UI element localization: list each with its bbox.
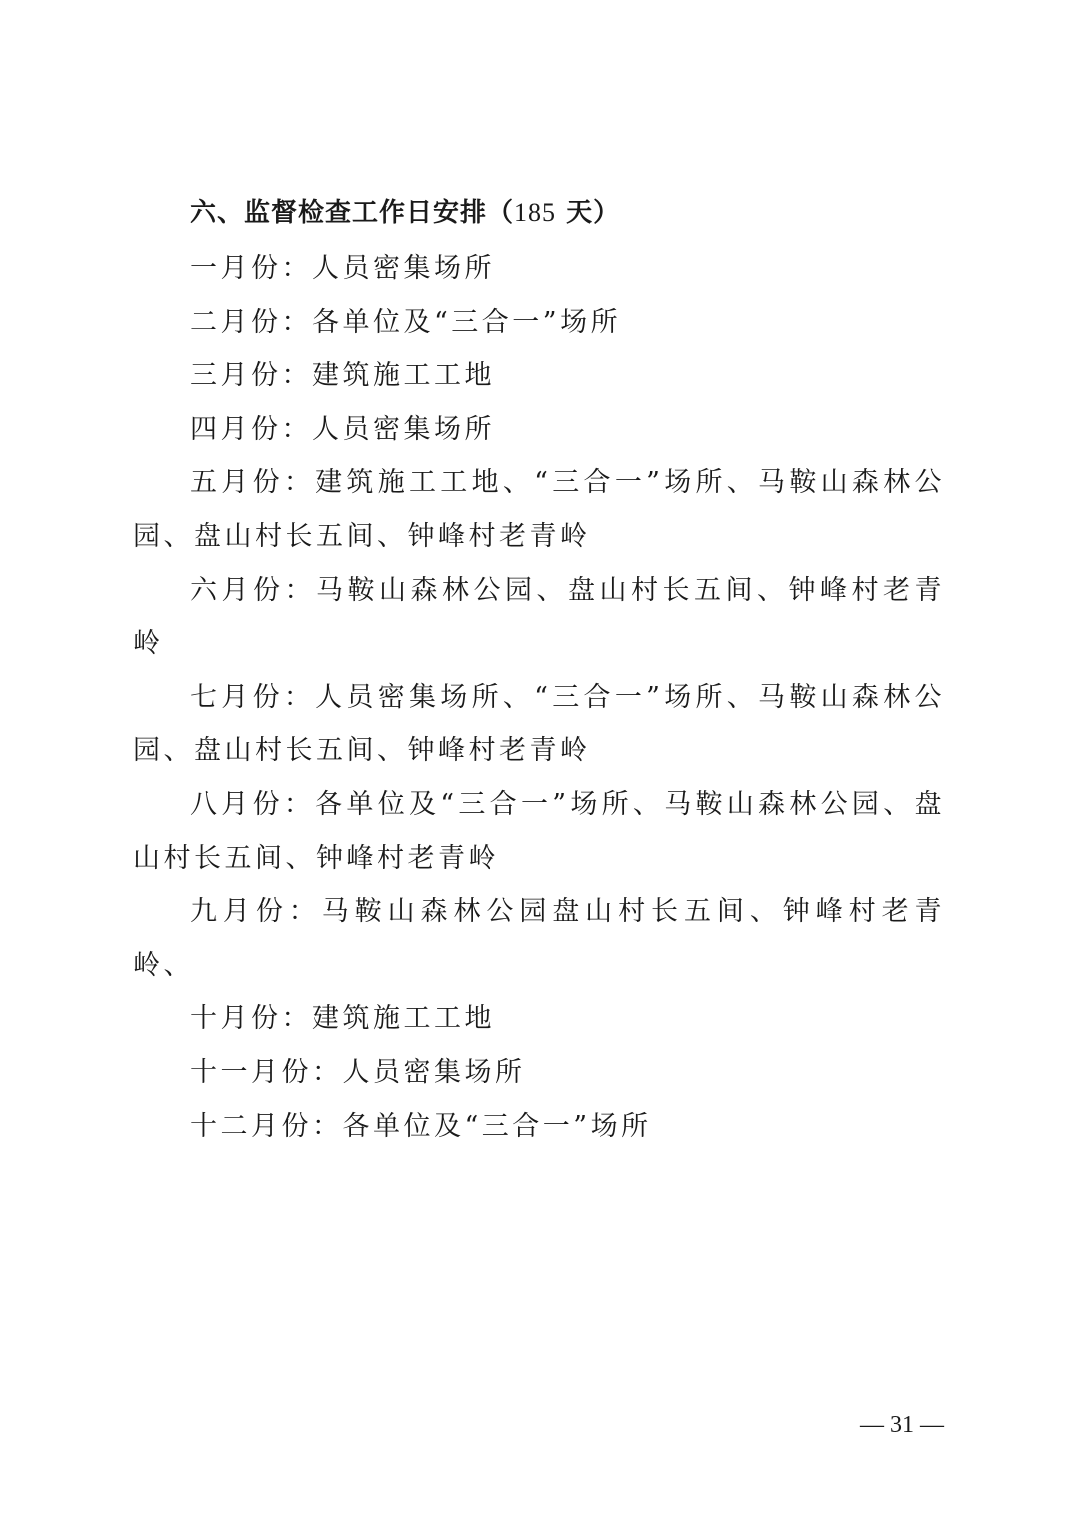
paragraph-may: 五月份：建筑施工工地、“三合一”场所、马鞍山森林公园、盘山村长五间、钟峰村老青岭 [133, 467, 945, 552]
paragraph-july: 七月份：人员密集场所、“三合一”场所、马鞍山森林公园、盘山村长五间、钟峰村老青岭 [133, 681, 945, 767]
paragraph-october: 十月份：建筑施工工地 [190, 1003, 495, 1035]
paragraph-august: 八月份：各单位及“三合一”场所、马鞍山森林公园、盘山村长五间、钟峰村老青岭 [133, 788, 945, 874]
page-number: — 31 — [860, 1412, 944, 1438]
heading-prefix: 六、监督检查工作日安排（ [190, 198, 515, 228]
paragraph-september: 九月份：马鞍山森林公园盘山村长五间、钟峰村老青岭、 [133, 896, 945, 981]
heading-suffix: 天） [556, 198, 621, 228]
paragraph-november: 十一月份：人员密集场所 [190, 1056, 526, 1088]
paragraph-april: 四月份：人员密集场所 [190, 413, 495, 445]
paragraph-january: 一月份：人员密集场所 [190, 253, 495, 284]
heading-number: 185 [514, 198, 557, 227]
paragraph-february: 二月份：各单位及“三合一”场所 [190, 306, 622, 338]
schedule-body [133, 242, 945, 1153]
paragraph-march: 三月份：建筑施工工地 [190, 360, 495, 392]
paragraph-june: 六月份：马鞍山森林公园、盘山村长五间、钟峰村老青岭 [133, 574, 945, 660]
section-heading [190, 192, 620, 229]
paragraph-december: 十二月份：各单位及“三合一”场所 [190, 1110, 652, 1142]
